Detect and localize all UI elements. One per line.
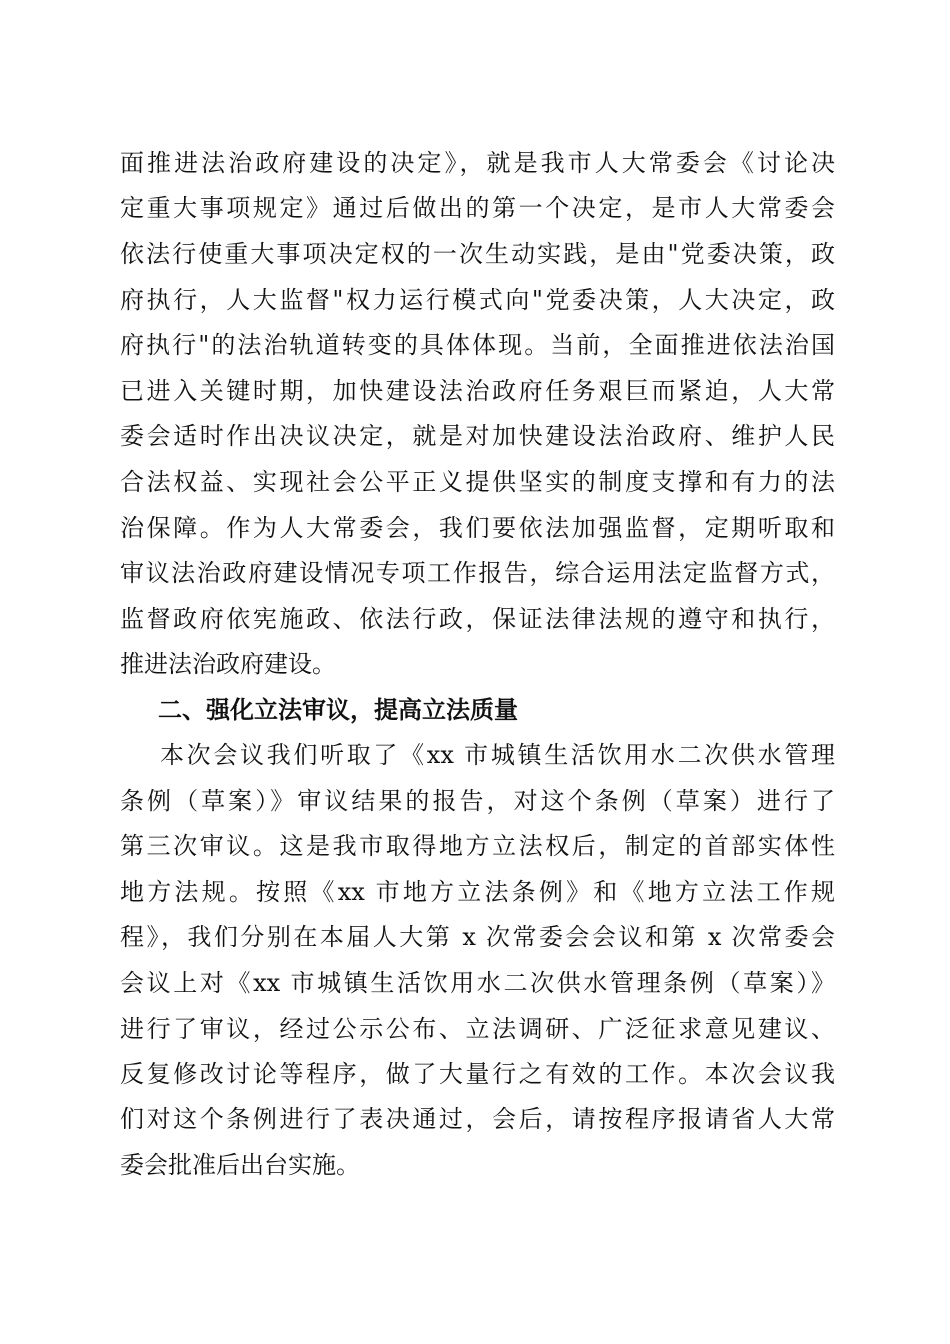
paragraph-line: 合法权益、实现社会公平正义提供坚实的制度支撑和有力的法	[120, 468, 835, 496]
paragraph-line: 监督政府依宪施政、依法行政，保证法律法规的遵守和执行，	[120, 605, 835, 633]
paragraph-line: 会议上对《xx 市城镇生活饮用水二次供水管理条例（草案）》	[120, 969, 835, 997]
paragraph-line: 进行了审议，经过公示公布、立法调研、广泛征求意见建议、	[120, 1015, 835, 1043]
paragraph-line: 府执行"的法治轨道转变的具体体现。当前，全面推进依法治国	[120, 331, 835, 359]
paragraph-line: 程》，我们分别在本届人大第 x 次常委会会议和第 x 次常委会	[120, 923, 835, 951]
paragraph-line: 地方法规。按照《xx 市地方立法条例》和《地方立法工作规	[120, 878, 835, 906]
paragraph-line: 已进入关键时期，加快建设法治政府任务艰巨而紧迫，人大常	[120, 377, 835, 405]
paragraph-line: 推进法治政府建设。	[120, 650, 336, 678]
paragraph-line: 面推进法治政府建设的决定》，就是我市人大常委会《讨论决	[120, 149, 835, 177]
paragraph-line: 条例（草案）》审议结果的报告，对这个条例（草案）进行了	[120, 787, 835, 815]
paragraph-line: 依法行使重大事项决定权的一次生动实践，是由"党委决策，政	[120, 240, 835, 268]
paragraph-line: 府执行，人大监督"权力运行模式向"党委决策，人大决定，政	[120, 286, 835, 314]
paragraph-line: 定重大事项规定》通过后做出的第一个决定，是市人大常委会	[120, 194, 835, 222]
paragraph-line: 审议法治政府建设情况专项工作报告，综合运用法定监督方式，	[120, 559, 835, 587]
paragraph-line: 第三次审议。这是我市取得地方立法权后，制定的首部实体性	[120, 832, 835, 860]
paragraph-line: 本次会议我们听取了《xx 市城镇生活饮用水二次供水管理	[160, 741, 835, 769]
paragraph-line: 委会适时作出决议决定，就是对加快建设法治政府、维护人民	[120, 422, 835, 450]
paragraph-line: 反复修改讨论等程序，做了大量行之有效的工作。本次会议我	[120, 1060, 835, 1088]
paragraph-line: 委会批准后出台实施。	[120, 1151, 360, 1179]
section-heading: 二、强化立法审议，提高立法质量	[158, 696, 518, 724]
paragraph-line: 们对这个条例进行了表决通过，会后，请按程序报请省人大常	[120, 1105, 835, 1133]
paragraph-line: 治保障。作为人大常委会，我们要依法加强监督，定期听取和	[120, 514, 835, 542]
